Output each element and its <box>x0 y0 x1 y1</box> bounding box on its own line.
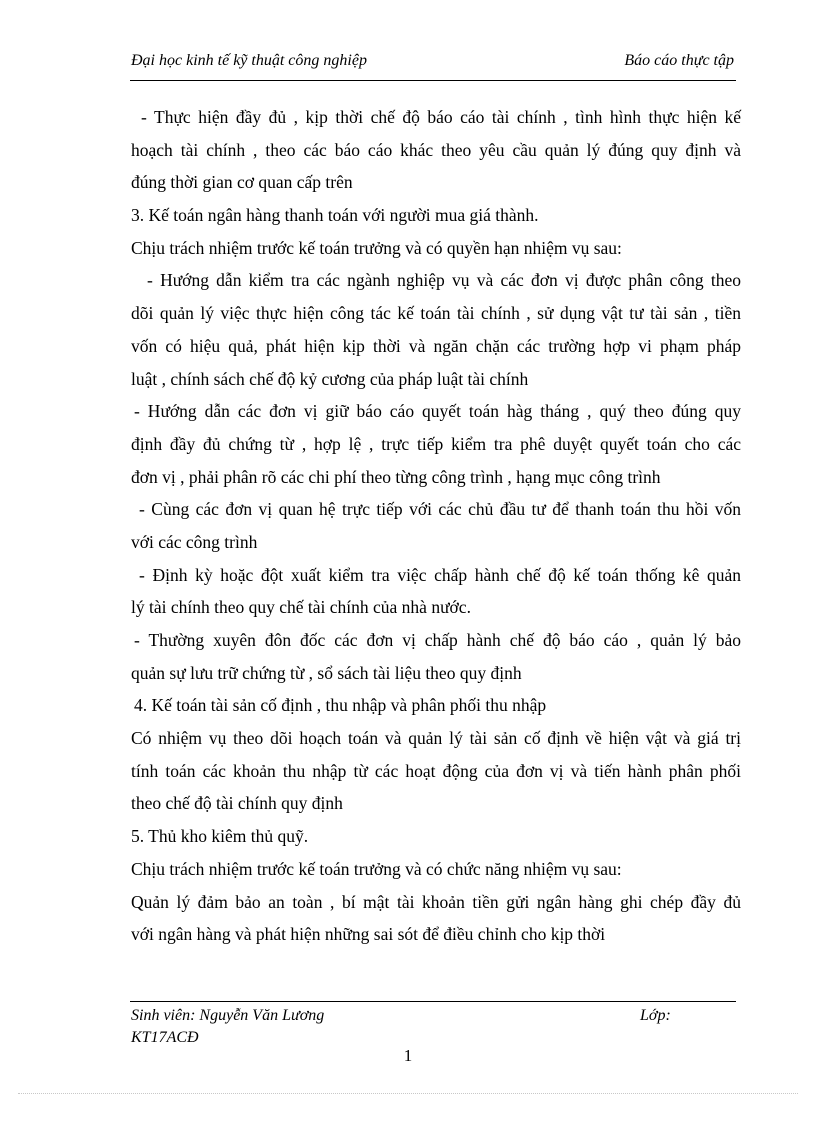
body-line: Chịu trách nhiệm trước kế toán trưởng và có chức năng nhiệm vụ sau: <box>131 858 622 879</box>
body-line: luật , chính sách chế độ kỷ cương của pháp luật tài chính <box>131 368 529 389</box>
page-header <box>131 52 734 76</box>
section-heading: 5. Thủ kho kiêm thủ quỹ. <box>131 826 309 847</box>
section-heading: 3. Kế toán ngân hàng thanh toán với người mua giá thành. <box>131 205 539 226</box>
footer-student-name: Sinh viên: Nguyễn Văn Lương <box>131 1007 325 1024</box>
body-line: dõi quản lý việc thực hiện công tác kế toán tài chính , sử dụng vật tư tài sản , tiền <box>131 303 741 324</box>
body-line: đơn vị , phải phân rõ các chi phí theo từng công trình , hạng mục công trình <box>131 466 661 487</box>
body-line: lý tài chính theo quy chế tài chính của nhà nước. <box>131 597 471 618</box>
body-line: với các công trình <box>131 531 258 552</box>
body-line: với ngân hàng và phát hiện những sai sót để điều chỉnh cho kịp thời <box>131 924 606 945</box>
body-line: quản sự lưu trữ chứng từ , sổ sách tài liệu theo quy định <box>131 662 522 683</box>
page-break-marker <box>18 1093 798 1094</box>
body-line: Chịu trách nhiệm trước kế toán trưởng và có quyền hạn nhiệm vụ sau: <box>131 237 622 258</box>
footer-divider <box>130 1001 736 1002</box>
body-line: - Hướng dẫn kiểm tra các ngành nghiệp vụ và các đơn vị được phân công theo <box>147 270 741 291</box>
section-heading: 4. Kế toán tài sản cố định , thu nhập và phân phối thu nhập <box>134 695 547 716</box>
body-line: hoạch tài chính , theo các báo cáo khác theo yêu cầu quản lý đúng quy định và <box>131 139 741 160</box>
header-divider <box>130 80 736 81</box>
footer-class-value: KT17ACĐ <box>131 1029 199 1046</box>
footer-class-label: Lớp: <box>640 1007 671 1024</box>
body-line: Có nhiệm vụ theo dõi hoạch toán và quản lý tài sản cố định về hiện vật và giá trị <box>131 728 741 749</box>
body-line: - Thực hiện đầy đủ , kịp thời chế độ báo cáo tài chính , tình hình thực hiện kế <box>141 107 741 127</box>
document-body <box>131 101 741 951</box>
body-line: - Định kỳ hoặc đột xuất kiểm tra việc chấp hành chế độ kế toán thống kê quản <box>139 564 741 585</box>
body-line: theo chế độ tài chính quy định <box>131 793 343 814</box>
body-line: - Hướng dẫn các đơn vị giữ báo cáo quyết toán hàg tháng , quý theo đúng quy <box>134 401 741 422</box>
header-report-title: Báo cáo thực tập <box>624 52 734 69</box>
body-line: định đầy đủ chứng từ , hợp lệ , trực tiếp kiểm tra phê duyệt quyết toán cho các <box>131 433 741 454</box>
header-school: Đại học kinh tế kỹ thuật công nghiệp <box>131 52 367 69</box>
page-number: 1 <box>403 1046 413 1065</box>
body-line: tính toán các khoản thu nhập từ các hoạt động của đơn vị và tiến hành phân phối <box>131 760 741 781</box>
body-line: - Thường xuyên đôn đốc các đơn vị chấp hành chế độ báo cáo , quản lý bảo <box>134 630 741 650</box>
body-line: - Cùng các đơn vị quan hệ trực tiếp với các chủ đầu tư để thanh toán thu hồi vốn <box>139 499 741 520</box>
body-line: đúng thời gian cơ quan cấp trên <box>131 172 353 193</box>
body-line: Quản lý đảm bảo an toàn , bí mật tài khoản tiền gửi ngân hàng ghi chép đầy đủ <box>131 891 741 912</box>
body-line: vốn có hiệu quả, phát hiện kịp thời và ngăn chặn các trường hợp vi phạm pháp <box>131 335 741 356</box>
